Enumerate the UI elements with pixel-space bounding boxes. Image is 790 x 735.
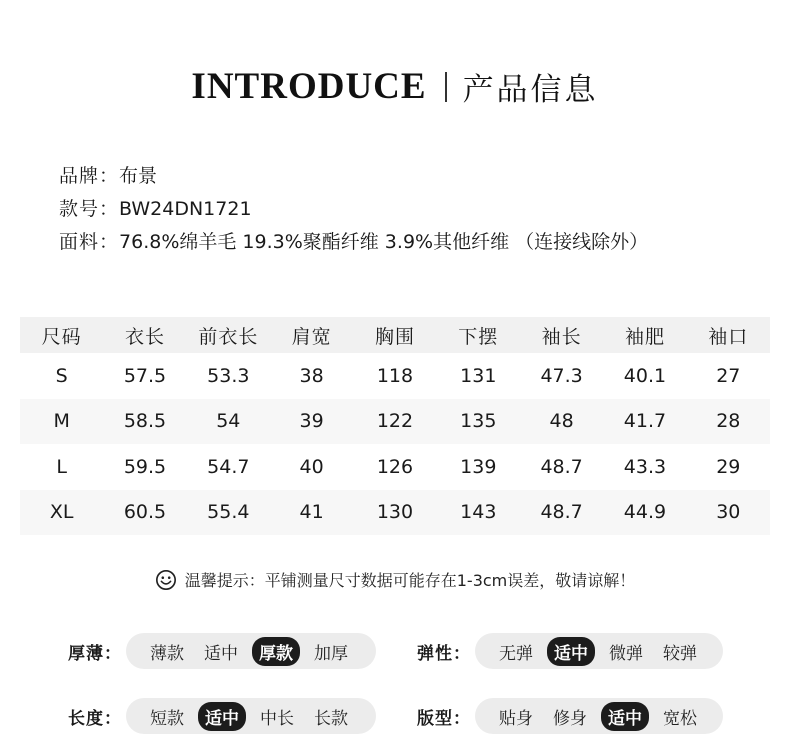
size-table bbox=[20, 317, 770, 535]
table-row bbox=[20, 399, 770, 445]
option-thin: 薄款 bbox=[150, 643, 184, 664]
table-cell: 53.3 bbox=[207, 364, 250, 387]
page-title bbox=[0, 64, 790, 109]
table-cell: 143 bbox=[460, 501, 497, 524]
table-cell: 41 bbox=[299, 501, 324, 524]
table-cell: 40 bbox=[299, 455, 324, 478]
attr-elasticity-options bbox=[475, 633, 723, 669]
table-cell: 48.7 bbox=[540, 455, 583, 478]
table-cell: 126 bbox=[376, 455, 414, 478]
header-cell: 胸围 bbox=[374, 325, 415, 348]
info-brand-label: 品牌： bbox=[59, 165, 120, 187]
info-fabric bbox=[59, 226, 648, 259]
table-cell: 55.4 bbox=[207, 501, 250, 524]
option-slim: 修身 bbox=[553, 708, 587, 729]
smile-icon bbox=[155, 569, 177, 591]
table-cell: 135 bbox=[460, 410, 497, 433]
attr-elasticity bbox=[417, 633, 723, 669]
info-brand bbox=[59, 160, 648, 193]
option-regular-fit-selected: 适中 bbox=[601, 702, 649, 731]
table-cell: 27 bbox=[716, 364, 741, 387]
table-cell: 48 bbox=[549, 410, 574, 433]
header-cell: 袖长 bbox=[541, 325, 582, 348]
tip-text: 温馨提示：平铺测量尺寸数据可能存在1-3cm误差，敬请谅解！ bbox=[184, 571, 636, 590]
table-row bbox=[20, 353, 770, 399]
option-loose: 宽松 bbox=[663, 708, 697, 729]
table-row bbox=[20, 444, 770, 490]
table-cell: 54 bbox=[216, 410, 241, 433]
option-moderate-selected: 适中 bbox=[547, 637, 595, 666]
table-cell: 59.5 bbox=[123, 455, 167, 478]
table-cell: 139 bbox=[460, 455, 497, 478]
option-tight: 贴身 bbox=[499, 708, 533, 729]
header-cell: 袖肥 bbox=[624, 325, 665, 348]
option-medium: 适中 bbox=[204, 643, 238, 664]
table-cell: 28 bbox=[716, 410, 741, 433]
table-cell: 39 bbox=[299, 410, 324, 433]
table-cell: 57.5 bbox=[123, 364, 167, 387]
table-cell: 47.3 bbox=[540, 364, 583, 387]
size-table-header bbox=[20, 317, 770, 353]
table-cell: M bbox=[53, 410, 70, 433]
attr-length-options bbox=[126, 698, 376, 734]
table-cell: 38 bbox=[299, 364, 324, 387]
info-style-no bbox=[59, 193, 648, 226]
attr-elasticity-label: 弹性： bbox=[417, 643, 471, 664]
option-mid-length: 中长 bbox=[260, 708, 294, 729]
option-more-stretch: 较弹 bbox=[663, 643, 697, 664]
table-cell: 41.7 bbox=[623, 410, 667, 433]
product-info bbox=[59, 160, 648, 259]
table-cell: 43.3 bbox=[623, 455, 667, 478]
table-cell: 29 bbox=[716, 455, 741, 478]
option-no-stretch: 无弹 bbox=[499, 643, 533, 664]
measurement-tip bbox=[0, 568, 790, 591]
title-english: INTRODUCE bbox=[191, 66, 427, 107]
option-regular-selected: 适中 bbox=[198, 702, 246, 731]
table-cell: 30 bbox=[716, 501, 741, 524]
header-cell: 尺码 bbox=[41, 325, 82, 348]
option-extra-thick: 加厚 bbox=[314, 643, 348, 664]
title-divider bbox=[445, 72, 447, 102]
header-cell: 前衣长 bbox=[198, 325, 259, 348]
header-cell: 下摆 bbox=[458, 325, 499, 348]
option-long: 长款 bbox=[314, 708, 348, 729]
attr-thickness bbox=[68, 633, 376, 669]
table-cell: XL bbox=[49, 501, 74, 524]
header-cell: 袖口 bbox=[708, 325, 749, 348]
attr-thickness-options bbox=[126, 633, 376, 669]
attr-fit bbox=[417, 698, 723, 734]
table-cell: S bbox=[55, 364, 68, 387]
table-row bbox=[20, 490, 770, 536]
info-brand-value: 布景 bbox=[119, 165, 158, 187]
table-cell: 44.9 bbox=[623, 501, 667, 524]
option-thick-selected: 厚款 bbox=[252, 637, 300, 666]
table-cell: 131 bbox=[460, 364, 497, 387]
table-cell: 130 bbox=[376, 501, 414, 524]
table-cell: 58.5 bbox=[123, 410, 167, 433]
table-cell: L bbox=[56, 455, 67, 478]
header-cell: 肩宽 bbox=[291, 325, 332, 348]
info-fabric-label: 面料： bbox=[59, 231, 120, 253]
attr-fit-options bbox=[475, 698, 723, 734]
table-cell: 60.5 bbox=[123, 501, 167, 524]
attr-fit-label: 版型： bbox=[417, 708, 471, 729]
table-cell: 40.1 bbox=[623, 364, 667, 387]
option-slight-stretch: 微弹 bbox=[609, 643, 643, 664]
table-cell: 48.7 bbox=[540, 501, 583, 524]
table-cell: 54.7 bbox=[207, 455, 250, 478]
header-cell: 衣长 bbox=[124, 325, 165, 348]
attr-thickness-label: 厚薄： bbox=[68, 643, 122, 664]
info-style-no-label: 款号： bbox=[59, 198, 120, 220]
attr-length-label: 长度： bbox=[68, 708, 122, 729]
table-cell: 122 bbox=[376, 410, 414, 433]
title-chinese: 产品信息 bbox=[462, 72, 599, 108]
info-fabric-value: 76.8%绵羊毛 19.3%聚酯纤维 3.9%其他纤维 （连接线除外） bbox=[119, 231, 649, 253]
option-short: 短款 bbox=[150, 708, 184, 729]
attr-length bbox=[68, 698, 376, 734]
info-style-no-value: BW24DN1721 bbox=[119, 198, 252, 220]
table-cell: 118 bbox=[376, 364, 414, 387]
